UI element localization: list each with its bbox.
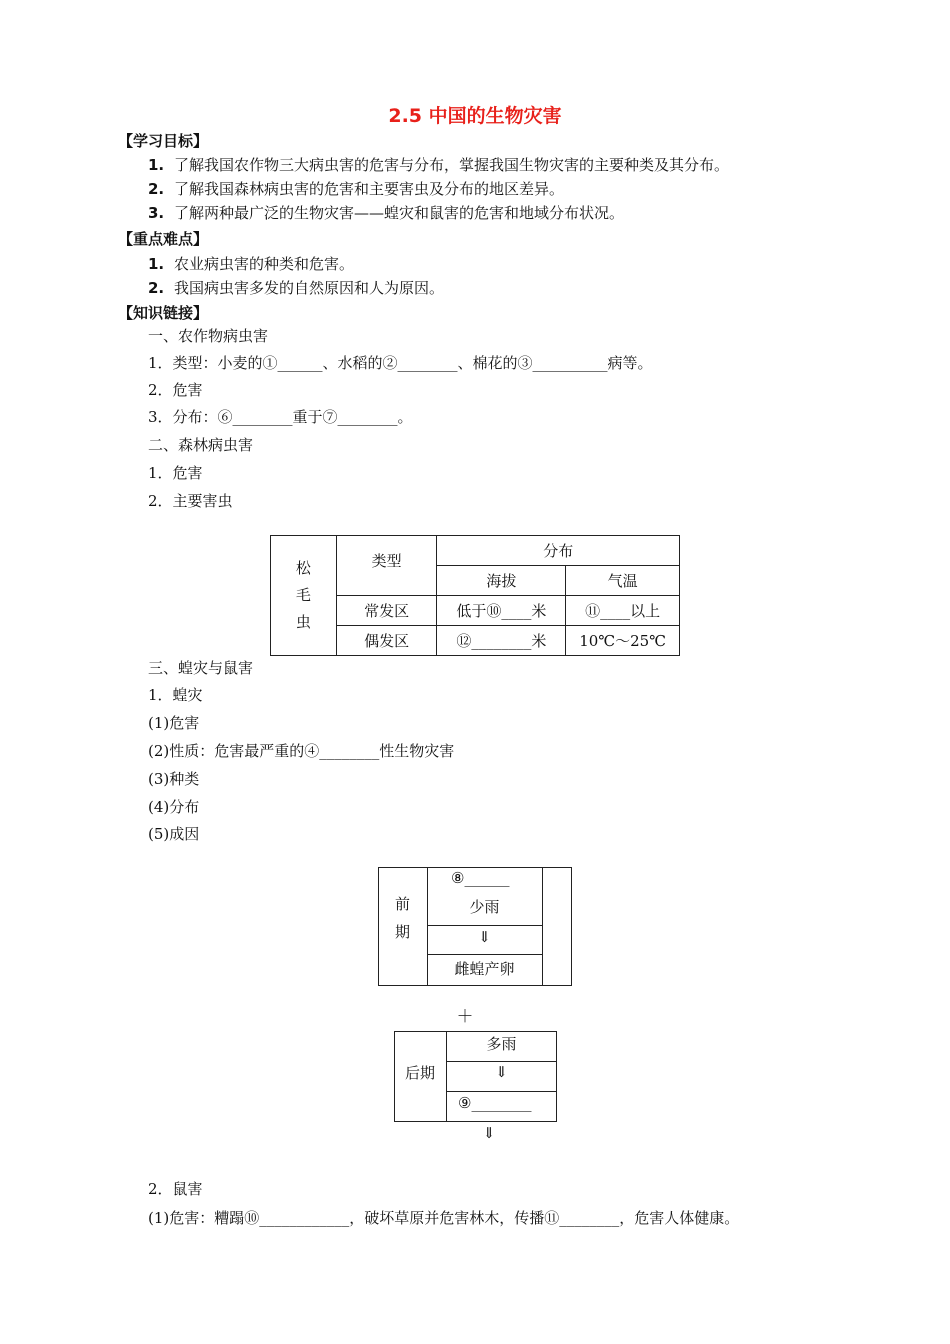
crop-types-line: 1．类型：小麦的①______、水稻的②________、棉花的③__________病等。 [148, 354, 653, 372]
crop-harm-line: 2．危害 [148, 381, 203, 399]
section-locust-rodent: 三、蝗灾与鼠害 [148, 659, 254, 677]
type-header: 类型 [336, 536, 437, 596]
pine-caterpillar-label [271, 536, 337, 656]
keypoint-text: 农业病虫害的种类和危害。 [174, 255, 355, 273]
keypoint-item [148, 253, 354, 274]
locust-types-line: (3)种类 [148, 770, 200, 788]
label-char: 前 [394, 895, 410, 913]
down-arrow-icon: ⇓ [482, 1124, 496, 1142]
plus-icon: ＋ [456, 1007, 474, 1027]
goal-item [148, 178, 564, 199]
table-cell-altitude: 低于⑩____米 [437, 596, 566, 626]
forest-main-pests-line: 2．主要害虫 [148, 492, 233, 510]
rodent-harm-line: (1)危害：糟蹋⑩____________，破坏草原并危害林木，传播⑪________，危害人体健康。 [148, 1209, 740, 1227]
goal-item [148, 202, 624, 223]
locust-distribution-line: (4)分布 [148, 798, 200, 816]
forest-harm-line: 1．危害 [148, 464, 203, 482]
label-char: 期 [394, 923, 410, 941]
table-cell-altitude: ⑫________米 [437, 626, 566, 656]
table-cell-type: 常发区 [336, 596, 437, 626]
divider [427, 954, 542, 955]
blank-8: ⑧______ [451, 869, 510, 887]
table-cell-type: 偶发区 [336, 626, 437, 656]
much-rain: 多雨 [486, 1035, 517, 1053]
section-crop-pests: 一、农作物病虫害 [148, 327, 269, 345]
little-rain: 少雨 [469, 898, 500, 916]
goal-item [148, 154, 729, 175]
keypoint-num: 2. [148, 279, 165, 297]
locust-harm-line: (1)危害 [148, 714, 200, 732]
locust-causes-line: (5)成因 [148, 825, 200, 843]
table-cell-temperature: ⑪____以上 [566, 596, 680, 626]
goals-heading: 【学习目标】 [118, 132, 209, 150]
goal-text: 了解我国农作物三大病虫害的危害与分布，掌握我国生物灾害的主要种类及其分布。 [174, 156, 730, 174]
goal-num: 2. [148, 180, 165, 198]
keypoint-num: 1. [148, 255, 165, 273]
goal-num: 1. [148, 156, 165, 174]
locust-line: 1．蝗灾 [148, 686, 203, 704]
rodent-line: 2．鼠害 [148, 1180, 203, 1198]
divider [446, 1061, 557, 1062]
late-stage-label: 后期 [404, 1064, 435, 1082]
pine-caterpillar-table [270, 535, 680, 656]
divider [427, 925, 542, 926]
altitude-header: 海拔 [437, 566, 566, 596]
page-title: 2.5 中国的生物灾害 [388, 105, 562, 127]
locust-nature-line: (2)性质：危害最严重的④________性生物灾害 [148, 742, 455, 760]
label-char: 毛 [295, 586, 311, 604]
table-cell-temperature: 10℃～25℃ [566, 626, 680, 656]
goal-num: 3. [148, 204, 165, 222]
female-locust-lay-eggs: 雌蝗产卵 [454, 960, 515, 978]
knowledge-heading: 【知识链接】 [118, 304, 209, 322]
down-arrow-icon: ⇓ [495, 1063, 508, 1081]
distribution-header: 分布 [437, 536, 680, 566]
label-char: 松 [295, 559, 311, 577]
crop-distribution-line: 3．分布：⑥________重于⑦________。 [148, 408, 413, 426]
down-arrow-icon: ⇓ [478, 928, 491, 946]
blank-9: ⑨________ [458, 1094, 532, 1112]
keypoint-item [148, 277, 444, 298]
label-char: 虫 [295, 613, 311, 631]
keypoints-heading: 【重点难点】 [118, 230, 209, 248]
temperature-header: 气温 [566, 566, 680, 596]
divider [542, 867, 543, 986]
keypoint-text: 我国病虫害多发的自然原因和人为原因。 [174, 279, 445, 297]
section-forest-pests: 二、森林病虫害 [148, 436, 254, 454]
goal-text: 了解我国森林病虫害的危害和主要害虫及分布的地区差异。 [174, 180, 565, 198]
divider [446, 1091, 557, 1092]
goal-text: 了解两种最广泛的生物灾害——蝗灾和鼠害的危害和地域分布状况。 [174, 204, 625, 222]
early-stage-label [378, 890, 427, 946]
